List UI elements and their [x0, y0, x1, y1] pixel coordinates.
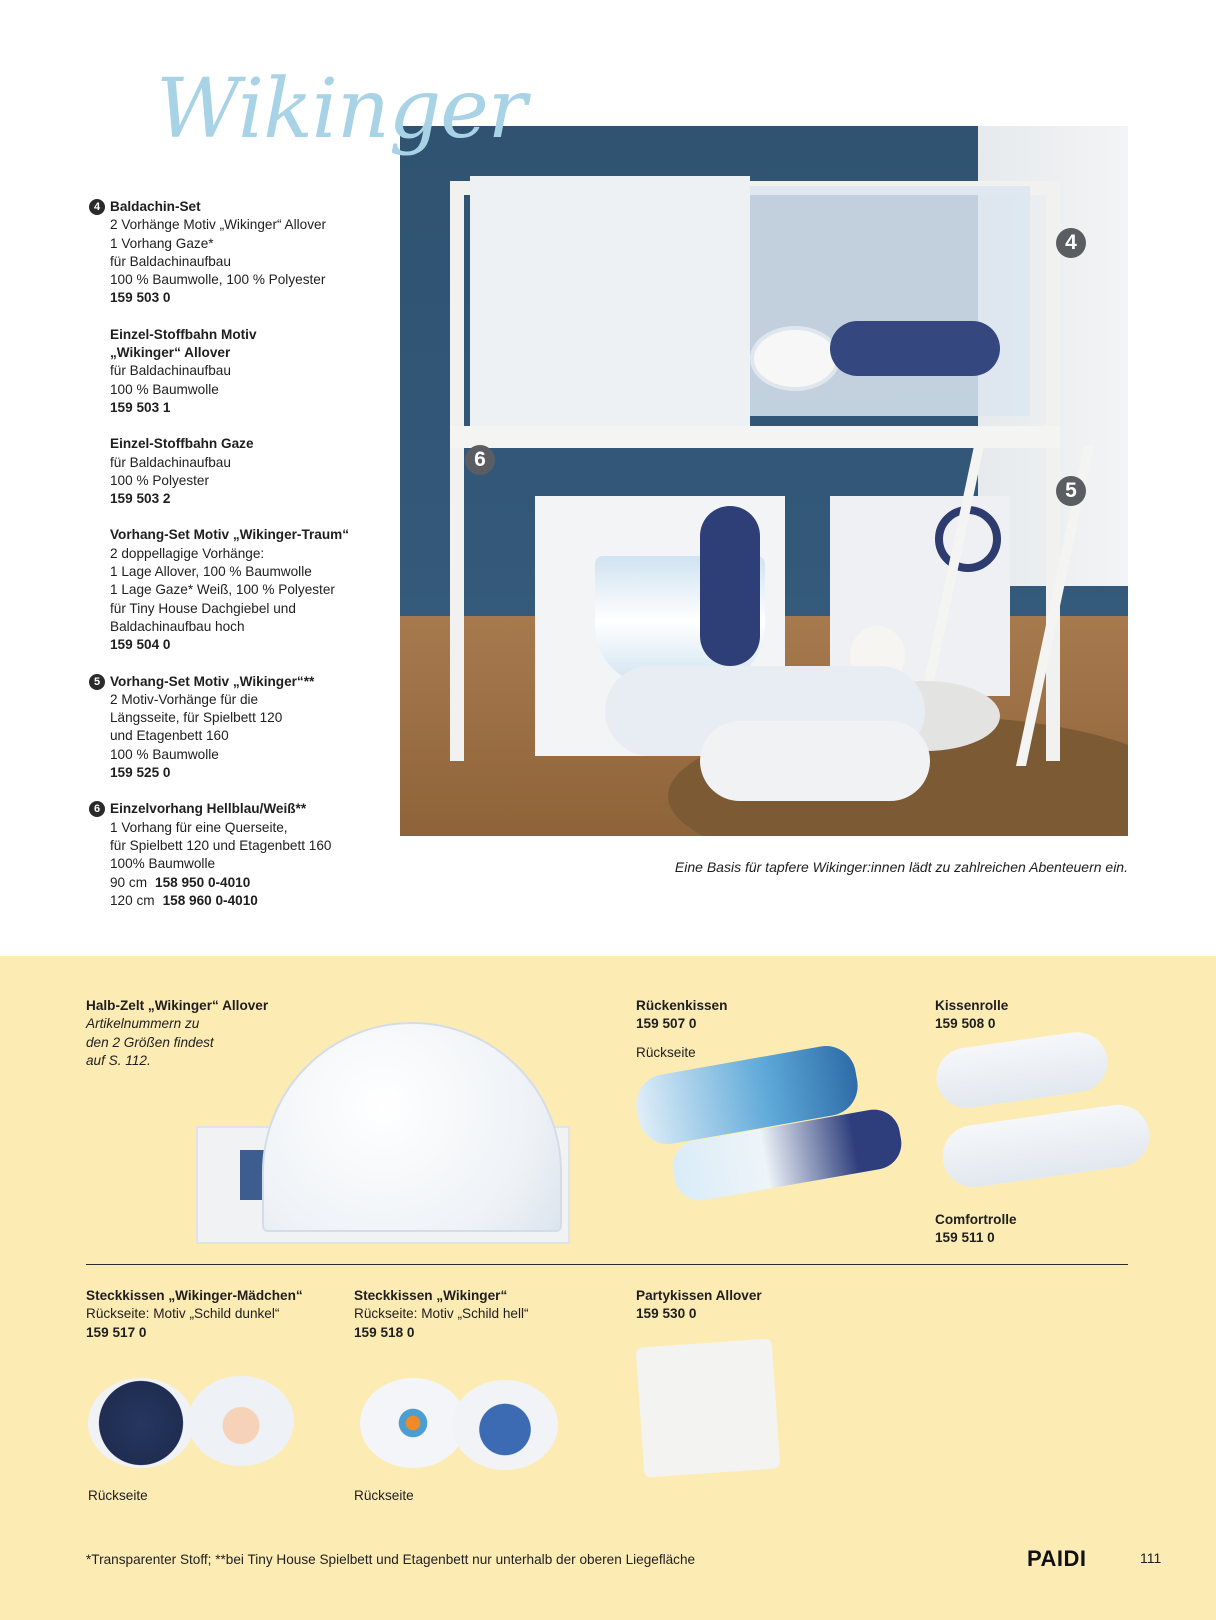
brand-logo: PAIDI: [1027, 1546, 1087, 1571]
photo-shield-cushion: [750, 326, 840, 391]
article-number: 159 525 0: [110, 765, 171, 781]
backside-label: Rückseite: [636, 1044, 696, 1060]
photo-canopy-curtain: [470, 176, 750, 426]
photo-marker-5: 5: [1056, 476, 1086, 506]
bed-photo: [400, 126, 1128, 836]
product-name: Einzel-Stoffbahn Motiv: [110, 326, 257, 342]
product-detail: 1 Vorhang Gaze*: [110, 235, 214, 251]
product-detail: 100 % Baumwolle: [110, 381, 219, 397]
accessory-title: Comfortrolle: [935, 1212, 1017, 1227]
product-detail: Baldachinaufbau hoch: [110, 618, 245, 634]
party-cushion-illustration: [636, 1338, 781, 1477]
footnote: *Transparenter Stoff; **bei Tiny House Spielbett und Etagenbett nur unterhalb der oberen Liegefläche: [86, 1552, 696, 1567]
viking-girl-cushion-illustration: [188, 1376, 294, 1466]
partykissen-block: [636, 1287, 762, 1324]
article-number: 159 503 0: [110, 290, 171, 306]
photo-marker-6: 6: [465, 445, 495, 475]
product-detail: 2 Motiv-Vorhänge für die: [110, 691, 259, 707]
steckkissen-wikinger-block: [354, 1287, 529, 1342]
halbzelt-block: [86, 997, 268, 1070]
size-label: 120 cm: [110, 892, 155, 908]
product-detail: für Baldachinaufbau: [110, 253, 231, 269]
light-shield-cushion-illustration: [360, 1378, 466, 1468]
product-einzel-stoffbahn-gaze: [86, 435, 386, 508]
product-detail: 1 Vorhang für eine Querseite,: [110, 819, 288, 835]
product-detail: für Baldachinaufbau: [110, 454, 231, 470]
product-detail: Längsseite, für Spielbett 120: [110, 710, 283, 726]
accessory-note: den 2 Größen findest: [86, 1034, 214, 1050]
accessory-title: Steckkissen „Wikinger“: [354, 1288, 508, 1303]
photo-bolster: [830, 321, 1000, 376]
backside-label: Rückseite: [88, 1488, 148, 1503]
product-detail: 2 doppellagige Vorhänge:: [110, 545, 265, 561]
product-name: Baldachin-Set: [110, 199, 201, 214]
accessory-title: Steckkissen „Wikinger-Mädchen“: [86, 1288, 303, 1303]
size-row: [110, 874, 386, 892]
photo-caption: Eine Basis für tapfere Wikinger:innen lädt zu zahlreichen Abenteuern ein.: [674, 859, 1128, 875]
product-detail: 100 % Polyester: [110, 472, 209, 488]
product-baldachin-set: [86, 198, 386, 308]
product-einzelvorhang: [86, 800, 386, 910]
article-number: 159 503 1: [110, 399, 171, 415]
page-number: 111: [1140, 1550, 1162, 1566]
accessory-title: Partykissen Allover: [636, 1288, 762, 1303]
product-vorhang-set-traum: [86, 526, 386, 654]
article-number: 159 517 0: [86, 1324, 147, 1340]
article-number: 159 503 2: [110, 491, 171, 507]
photo-marker-4: 4: [1056, 228, 1086, 258]
product-detail: 2 Vorhänge Motiv „Wikinger“ Allover: [110, 217, 327, 233]
photo-cushion-roll: [700, 721, 930, 801]
marker-badge: 5: [89, 674, 105, 690]
product-detail: und Etagenbett 160: [110, 728, 229, 744]
accessory-note: Artikelnummern zu: [86, 1016, 200, 1032]
accessory-title: Kissenrolle: [935, 998, 1009, 1013]
article-number: 159 508 0: [935, 1016, 996, 1032]
backside-label: Rückseite: [354, 1488, 414, 1503]
marker-badge: 6: [89, 801, 105, 817]
article-number: 159 518 0: [354, 1324, 415, 1340]
product-detail: für Spielbett 120 und Etagenbett 160: [110, 837, 332, 853]
photo-dragon: [700, 506, 760, 666]
marker-badge: 4: [89, 199, 105, 215]
accessory-subtitle: Rückseite: Motiv „Schild dunkel“: [86, 1306, 280, 1322]
product-list: [86, 198, 386, 928]
kissenrolle-block: [935, 997, 1008, 1034]
product-detail: für Baldachinaufbau: [110, 363, 231, 379]
product-vorhang-set-wikinger: [86, 673, 386, 783]
product-name: „Wikinger“ Allover: [110, 345, 231, 361]
product-name: Einzel-Stoffbahn Gaze: [110, 436, 254, 452]
article-number: 159 507 0: [636, 1016, 697, 1032]
section-divider: [86, 1264, 1128, 1265]
page-title: Wikinger: [156, 62, 527, 157]
product-detail: 1 Lage Gaze* Weiß, 100 % Polyester: [110, 582, 335, 598]
dark-shield-cushion-illustration: [88, 1378, 194, 1468]
photo-bed-deck: [450, 426, 1060, 448]
product-detail: 100 % Baumwolle, 100 % Polyester: [110, 272, 326, 288]
product-einzel-stoffbahn-motiv: [86, 326, 386, 417]
viking-pirate-cushion-illustration: [452, 1380, 558, 1470]
article-number: 159 511 0: [935, 1230, 995, 1246]
product-name: Vorhang-Set Motiv „Wikinger“**: [110, 673, 315, 689]
article-number: 159 504 0: [110, 637, 171, 653]
product-name: Einzelvorhang Hellblau/Weiß**: [110, 801, 307, 817]
comfortrolle-block: [935, 1211, 1017, 1248]
accessory-subtitle: Rückseite: Motiv „Schild hell“: [354, 1306, 529, 1322]
product-detail: 1 Lage Allover, 100 % Baumwolle: [110, 564, 312, 580]
product-name: Vorhang-Set Motiv „Wikinger-Traum“: [110, 527, 350, 543]
accessory-title: Rückenkissen: [636, 998, 728, 1013]
article-number: 158 950 0-4010: [155, 874, 251, 890]
product-detail: 100 % Baumwolle: [110, 746, 219, 762]
rueckenkissen-block: [636, 997, 727, 1062]
accessory-note: auf S. 112.: [86, 1052, 151, 1068]
accessory-title: Halb-Zelt „Wikinger“ Allover: [86, 998, 269, 1013]
article-number: 158 960 0-4010: [162, 892, 258, 908]
size-label: 90 cm: [110, 874, 148, 890]
size-row: [110, 892, 386, 910]
product-detail: für Tiny House Dachgiebel und: [110, 600, 296, 616]
steckkissen-maedchen-block: [86, 1287, 303, 1342]
article-number: 159 530 0: [636, 1306, 697, 1322]
product-detail: 100% Baumwolle: [110, 856, 216, 872]
